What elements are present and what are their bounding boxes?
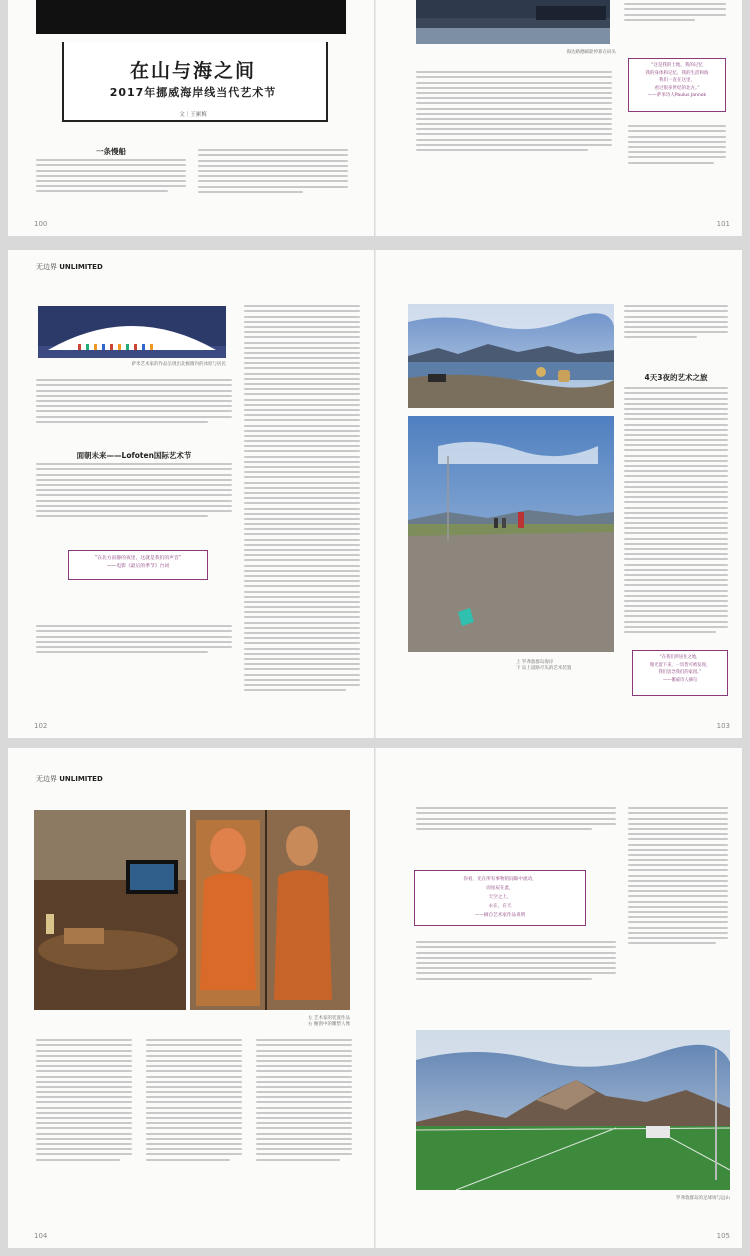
running-header xyxy=(36,262,103,272)
body-text-col-4 xyxy=(416,804,616,833)
photo-caption-ship: 海达路德邮轮停靠在码头 xyxy=(566,50,616,55)
page-102 xyxy=(8,250,375,738)
quote-line: ——萨米诗人Paulus Jannok xyxy=(647,93,707,98)
section-heading-slow-boat: 一条慢船 xyxy=(96,147,126,156)
page-number-right: 105 xyxy=(716,1232,730,1240)
running-en: UNLIMITED xyxy=(59,775,103,783)
caption-text: 左 艺术家的装置作品 右 橱窗中的雕塑人像 xyxy=(308,1016,350,1027)
photo-caption-igloo: 萨米艺术家的作品呈现出北极圈内的冰原与居民 xyxy=(131,362,226,367)
spread-pages-100-101 xyxy=(8,0,742,236)
body-text-col-5 xyxy=(416,938,616,983)
page-number-left: 100 xyxy=(34,220,48,228)
title-main: 在山与海之间 xyxy=(129,60,256,82)
quote-line: 你看，光在所有事物的间隙中流动， xyxy=(463,877,537,882)
photo-caption-football: 罗弗敦群岛的足球场与远山 xyxy=(676,1196,730,1201)
page-105 xyxy=(376,748,742,1248)
quote-line: “在北方寂静的夜里，这就是我们的声音” xyxy=(94,556,182,561)
photo-interior-with-tv xyxy=(34,810,186,1010)
quote-line: “这是我的土地，我的记忆 xyxy=(651,63,703,68)
page-number-right: 103 xyxy=(716,722,730,730)
photo-caption-left xyxy=(178,1016,350,1028)
quote-line: ——摘自艺术家作品说明 xyxy=(474,913,526,918)
running-brand: 无边界 xyxy=(36,263,57,271)
body-text-col-6 xyxy=(628,804,728,947)
photo-orange-sculptures xyxy=(190,810,350,1010)
quote-line: 微光留下来，一切皆可被发现。 xyxy=(649,662,711,668)
quote-line: 看过很多世纪的北方。” xyxy=(654,85,700,91)
title-sub: 2017年挪威海岸线当代艺术节 xyxy=(109,86,277,99)
quote-line: ——电影《最后的季节》台词 xyxy=(106,564,170,569)
photo-igloo-artwork xyxy=(38,306,226,358)
pull-quote-sami-poet xyxy=(628,58,726,112)
header-black-bar xyxy=(36,0,346,34)
quote-line: 天空之上， xyxy=(488,895,512,900)
body-text-col-2 xyxy=(36,460,232,520)
photo-football-field-mountains xyxy=(416,1030,730,1190)
quote-line: 我的身体和记忆，我的生活和海 xyxy=(645,70,709,76)
body-text-col-5 xyxy=(628,122,726,167)
byline: 文｜王累梅 xyxy=(179,112,207,118)
page-number-left: 102 xyxy=(34,722,48,730)
photo-ship-at-port xyxy=(416,0,610,44)
pull-quote-right xyxy=(632,650,728,696)
body-text-col-4 xyxy=(624,0,726,24)
body-text-col-3 xyxy=(256,1036,352,1164)
body-text-col-1 xyxy=(36,376,232,426)
caption-text: 上 罗弗敦群岛海岸 下 岛上道路尽头的艺术装置 xyxy=(516,660,572,671)
quote-line: ——挪威诗人摘句 xyxy=(662,677,698,683)
pull-quote-left xyxy=(68,550,208,580)
spread-pages-104-105 xyxy=(8,748,742,1248)
body-text-col-1 xyxy=(36,1036,132,1164)
body-text-col-2 xyxy=(198,146,348,196)
body-text-col-5 xyxy=(624,302,728,342)
running-brand: 无边界 xyxy=(36,775,57,783)
pull-quote-stars xyxy=(414,870,586,926)
section-heading-lofoten: 面朝未来——Lofoten国际艺术节 xyxy=(76,451,192,460)
body-text-col-3 xyxy=(36,622,232,656)
page-number-left: 104 xyxy=(34,1232,48,1240)
page-101 xyxy=(376,0,742,236)
running-en: UNLIMITED xyxy=(59,263,103,271)
page-103 xyxy=(376,250,742,738)
photo-lofoten-coast xyxy=(408,304,614,408)
quote-line: “在我们所居住之地， xyxy=(659,655,701,660)
spread-pages-102-103 xyxy=(8,250,742,738)
photo-caption-right xyxy=(516,660,614,672)
quote-line: 而星辰在此， xyxy=(486,886,514,891)
body-text-col-6 xyxy=(624,384,728,636)
quote-line: 我们一直在这里， xyxy=(659,78,695,83)
body-text-col-4 xyxy=(244,302,360,694)
quote-line: 永在，在天 xyxy=(488,904,512,909)
running-header xyxy=(36,774,103,784)
page-number-right: 101 xyxy=(716,220,730,228)
body-text-col-2 xyxy=(146,1036,242,1164)
body-text-col-1 xyxy=(36,156,186,196)
photo-road-with-artwork xyxy=(408,416,614,652)
page-104 xyxy=(8,748,375,1248)
page-100 xyxy=(8,0,375,236)
section-heading-4-days: 4天3夜的艺术之旅 xyxy=(644,373,708,382)
body-text-col-3 xyxy=(416,68,612,154)
quote-line: 我们思念我们的家园。” xyxy=(658,670,702,675)
